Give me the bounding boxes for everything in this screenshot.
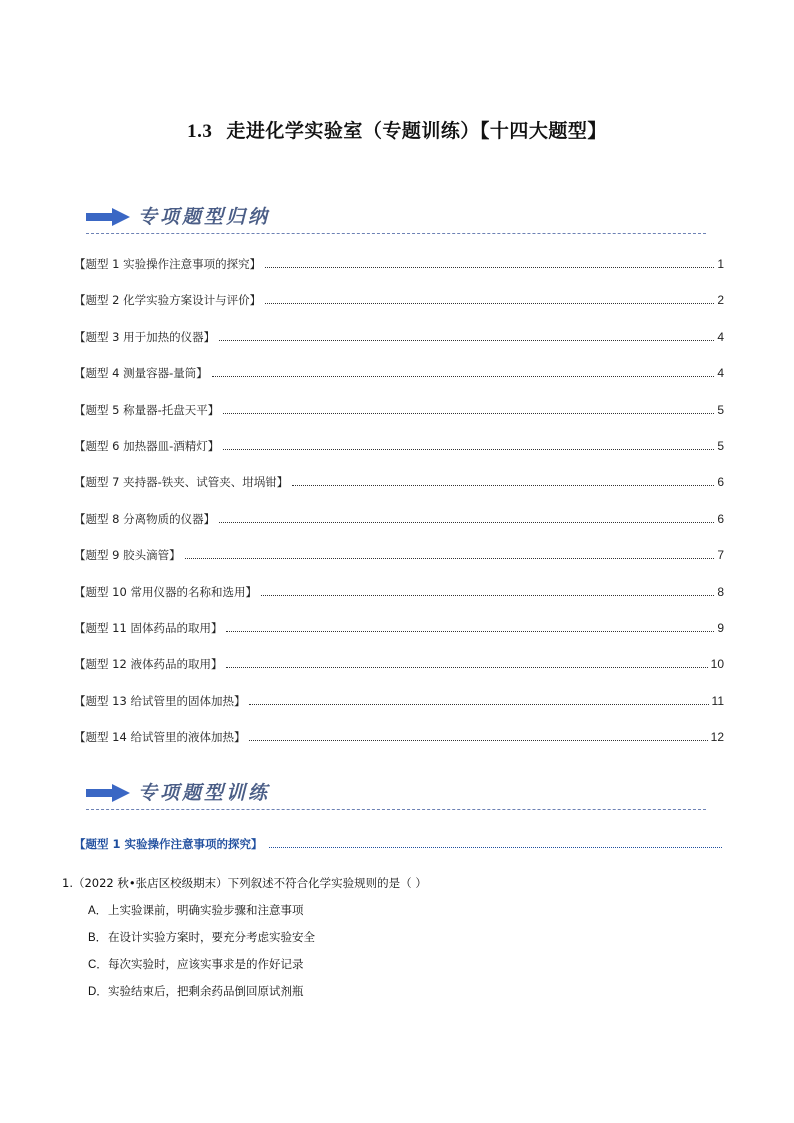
toc-entry-label: 【题型 13 给试管里的固体加热】: [74, 693, 246, 708]
section-divider: [86, 809, 706, 810]
option-item: [88, 983, 315, 1010]
dot-leader: [265, 267, 714, 268]
dot-leader: [219, 340, 714, 341]
toc-entry-label: 【题型 8 分离物质的仪器】: [74, 511, 216, 526]
dot-leader: [226, 631, 714, 632]
toc-entry-page: 2: [717, 293, 724, 308]
option-text: 每次实验时，应该实事求是的作好记录: [108, 957, 304, 971]
toc-entry[interactable]: [74, 438, 724, 474]
toc-entry[interactable]: [74, 256, 724, 292]
toc-entry[interactable]: [74, 584, 724, 620]
toc-entry[interactable]: [74, 365, 724, 401]
option-text: 实验结束后，把剩余药品倒回原试剂瓶: [108, 984, 304, 998]
dot-leader: [249, 740, 707, 741]
section-summary-label: 专项题型归纳: [138, 206, 271, 228]
toc-entry[interactable]: [74, 693, 724, 729]
table-of-contents: [74, 256, 724, 765]
toc-entry-label: 【题型 7 夹持器-铁夹、试管夹、坩埚钳】: [74, 475, 289, 490]
arrow-right-icon: [86, 784, 130, 802]
toc-entry[interactable]: [74, 547, 724, 583]
dot-leader: [249, 704, 708, 705]
dot-leader: [223, 449, 714, 450]
toc-entry-page: 11: [711, 693, 724, 708]
toc-entry-label: 【题型 3 用于加热的仪器】: [74, 329, 216, 344]
toc-entry-page: 10: [710, 657, 724, 672]
toc-entry-label: 【题型 10 常用仪器的名称和选用】: [74, 584, 257, 599]
option-key: D．: [88, 986, 108, 998]
toc-entry-label: 【题型 2 化学实验方案设计与评价】: [74, 293, 262, 308]
toc-entry-label: 【题型 1 实验操作注意事项的探究】: [74, 257, 262, 271]
dot-leader: [212, 376, 715, 377]
dot-leader: [265, 303, 714, 304]
toc-entry[interactable]: [74, 329, 724, 365]
toc-entry-page: 7: [717, 548, 724, 563]
toc-entry-label: 【题型 9 胶头滴管】: [74, 548, 181, 563]
toc-entry-label: 【题型 12 液体药品的取用】: [74, 657, 223, 672]
toc-entry-page: 6: [717, 475, 724, 490]
section-training-heading: [86, 778, 706, 808]
toc-entry[interactable]: [74, 474, 724, 510]
toc-entry-page: 6: [717, 511, 724, 526]
option-key: C．: [88, 959, 108, 971]
toc-entry[interactable]: [74, 656, 724, 692]
title-text: 走进化学实验室（专题训练）【十四大题型】: [226, 120, 607, 142]
dot-leader: [269, 847, 722, 848]
toc-entry-page: 1: [717, 257, 724, 271]
section-training-label: 专项题型训练: [138, 782, 271, 804]
dot-leader: [223, 413, 714, 414]
section-divider: [86, 233, 706, 234]
arrow-right-icon: [86, 208, 130, 226]
page-title: [0, 116, 794, 143]
toc-entry[interactable]: [74, 729, 724, 765]
toc-entry-label: 【题型 14 给试管里的液体加热】: [74, 730, 246, 745]
option-item: [88, 902, 315, 929]
toc-entry-label: 【题型 11 固体药品的取用】: [74, 620, 223, 635]
topic-heading-text: 【题型 1 实验操作注意事项的探究】: [74, 837, 263, 851]
dot-leader: [292, 485, 714, 486]
toc-entry[interactable]: [74, 402, 724, 438]
toc-entry-label: 【题型 5 称量器-托盘天平】: [74, 402, 220, 417]
dot-leader: [261, 595, 714, 596]
toc-entry-page: 9: [717, 620, 724, 635]
dot-leader: [219, 522, 714, 523]
option-item: [88, 929, 315, 956]
topic-heading-link[interactable]: [74, 836, 724, 852]
toc-entry-page: 4: [717, 329, 724, 344]
toc-entry-label: 【题型 4 测量容器-量筒】: [74, 366, 208, 381]
toc-entry[interactable]: [74, 292, 724, 328]
toc-entry-page: 12: [710, 730, 724, 745]
option-text: 上实验课前，明确实验步骤和注意事项: [108, 903, 304, 917]
toc-entry-label: 【题型 6 加热器皿-酒精灯】: [74, 438, 220, 453]
toc-entry-page: 5: [717, 438, 724, 453]
toc-entry-page: 4: [717, 366, 724, 381]
question-stem: 1.（2022 秋•张店区校级期末）下列叙述不符合化学实验规则的是（ ）: [62, 876, 427, 890]
dot-leader: [226, 667, 707, 668]
option-item: [88, 956, 315, 983]
dot-leader: [185, 558, 715, 559]
option-key: B．: [88, 932, 108, 944]
toc-entry-page: 8: [717, 584, 724, 599]
option-text: 在设计实验方案时，要充分考虑实验安全: [108, 930, 315, 944]
option-key: A．: [88, 905, 108, 917]
toc-entry[interactable]: [74, 511, 724, 547]
toc-entry[interactable]: [74, 620, 724, 656]
toc-entry-page: 5: [717, 402, 724, 417]
title-number: 1.3: [187, 121, 213, 142]
section-summary-heading: [86, 202, 706, 232]
answer-options: [88, 902, 315, 1010]
